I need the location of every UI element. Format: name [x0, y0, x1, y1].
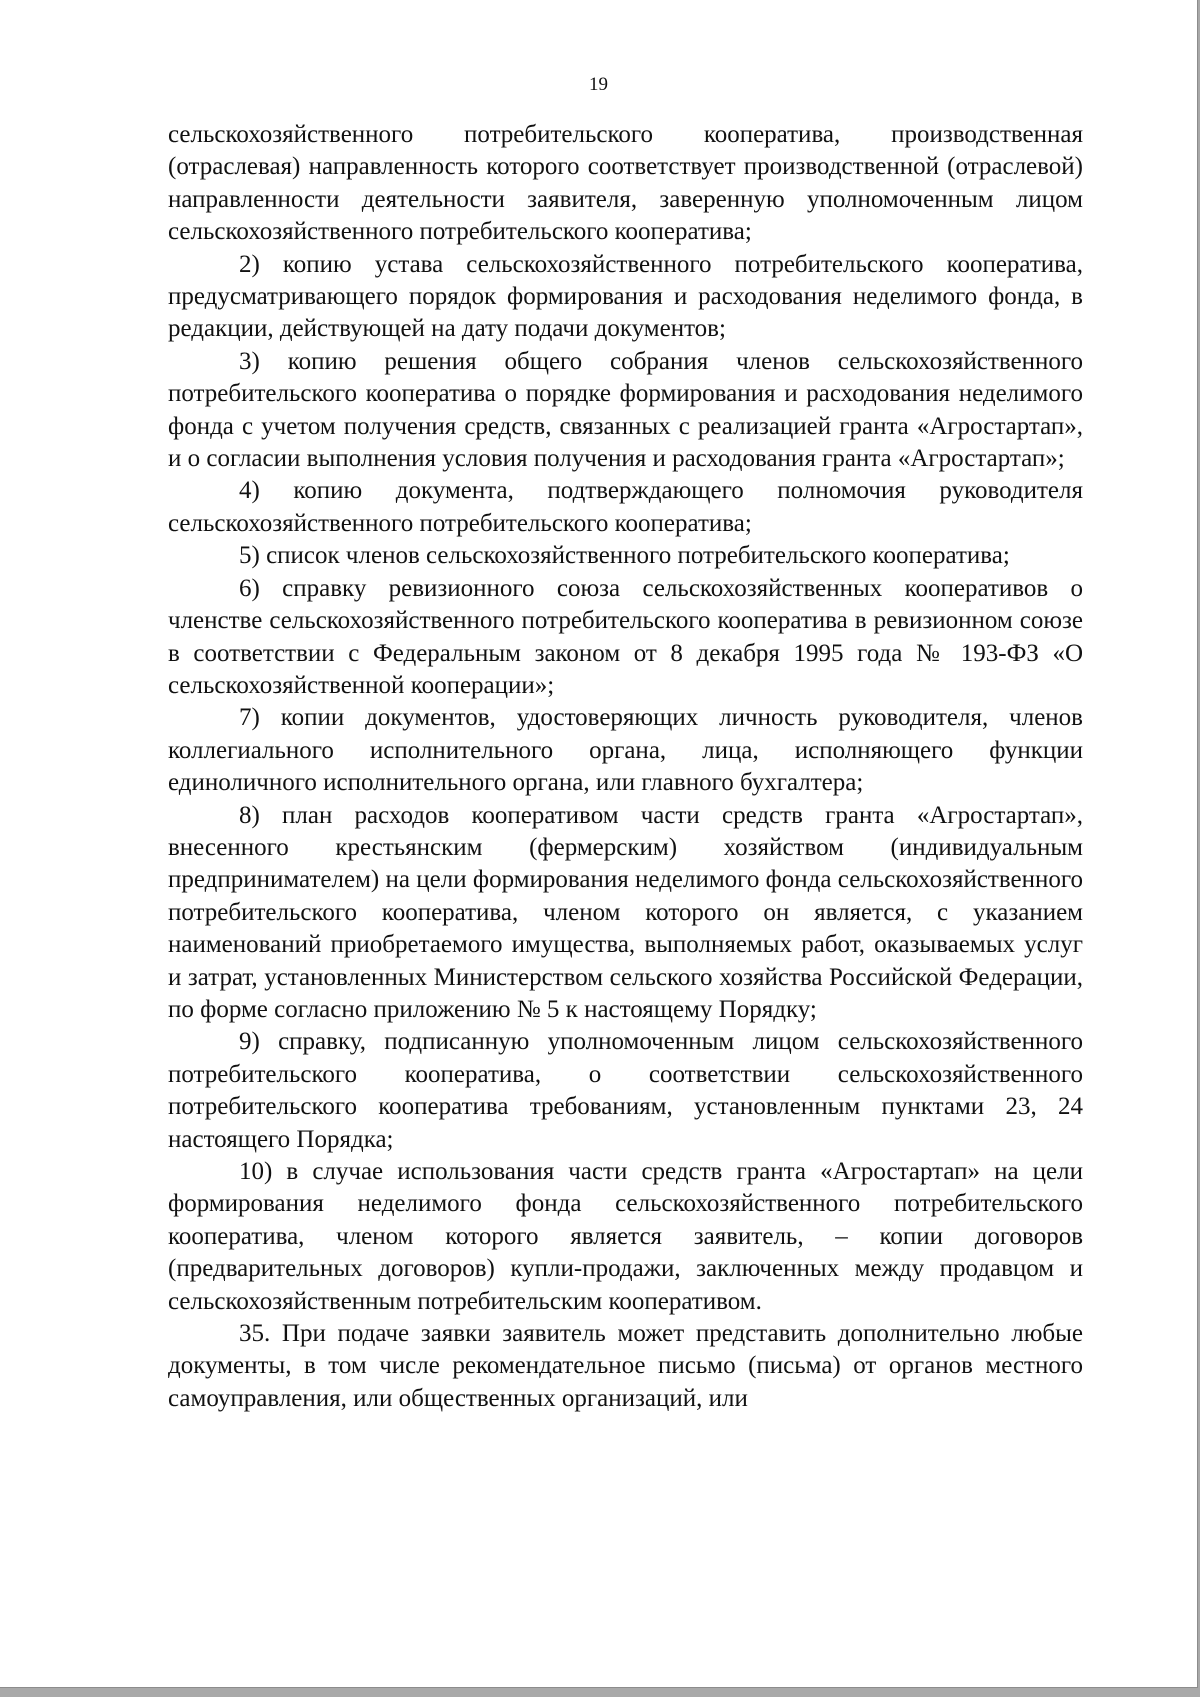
list-item-8: 8) план расходов кооперативом части средств гранта «Агростартап», внесенного крестьянским (фермерским) хозяйством (индивидуальным предпринимателем) на цели формирования неделимого фонда сельскохозяйственного потребительского кооператива, членом которого он является, с указанием наименований приобретаемого имущества, выполняемых работ, оказываемых услуг и затрат, установленных Министерством сельского хозяйства Российской Федерации, по форме согласно приложению № 5 к настоящему Порядку;: [168, 801, 1083, 1023]
list-item-2: 2) копию устава сельскохозяйственного потребительского кооператива, предусматривающего порядок формирования и расходования неделимого фонда, в редакции, действующей на дату подачи документов;: [168, 250, 1083, 343]
list-item-3: 3) копию решения общего собрания членов сельскохозяйственного потребительского кооператива о порядке формирования и расходования неделимого фонда с учетом получения средств, связанных с реализацией гранта «Агростартап», и о согласии выполнения условия получения и расходования гранта «Агростартап»;: [168, 347, 1083, 473]
paragraph-intro-continuation: сельскохозяйственного потребительского кооператива, производственная (отраслевая) направленность которого соответствует производственной (отраслевой) направленности деятельности заявителя, заверенную уполномоченным лицом сельскохозяйственного потребительского кооператива;: [168, 121, 1083, 246]
list-item-9: 9) справку, подписанную уполномоченным лицом сельскохозяйственного потребительского кооператива, о соответствии сельскохозяйственного потребительского кооператива требованиям, установленным пунктами 23, 24 настоящего Порядка;: [168, 1028, 1083, 1153]
list-item-7: 7) копии документов, удостоверяющих личность руководителя, членов коллегиального исполнительного органа, лица, исполняющего функции единоличного исполнительного органа, или главного бухгалтера;: [168, 704, 1083, 797]
list-item-6: 6) справку ревизионного союза сельскохозяйственных кооперативов о членстве сельскохозяйственного потребительского кооператива в ревизионном союзе в соответствии с Федеральным законом от 8 декабря 1995 года № 193-ФЗ «О сельскохозяйственной кооперации»;: [168, 574, 1083, 699]
document-body: [168, 119, 1083, 1415]
list-item-4: 4) копию документа, подтверждающего полномочия руководителя сельскохозяйственного потребительского кооператива;: [168, 477, 1083, 537]
list-item-10: 10) в случае использования части средств гранта «Агростартап» на цели формирования неделимого фонда сельскохозяйственного потребительского кооператива, членом которого является заявитель, – копии договоров (предварительных договоров) купли-продажи, заключенных между продавцом и сельскохозяйственным потребительским кооперативом.: [168, 1158, 1083, 1315]
paragraph-point-35: 35. При подаче заявки заявитель может представить дополнительно любые документы, в том числе рекомендательное письмо (письма) от органов местного самоуправления, или общественных организаций, или: [168, 1320, 1083, 1412]
list-item-5: 5) список членов сельскохозяйственного потребительского кооператива;: [239, 542, 1010, 570]
page-number: 19: [589, 74, 608, 95]
